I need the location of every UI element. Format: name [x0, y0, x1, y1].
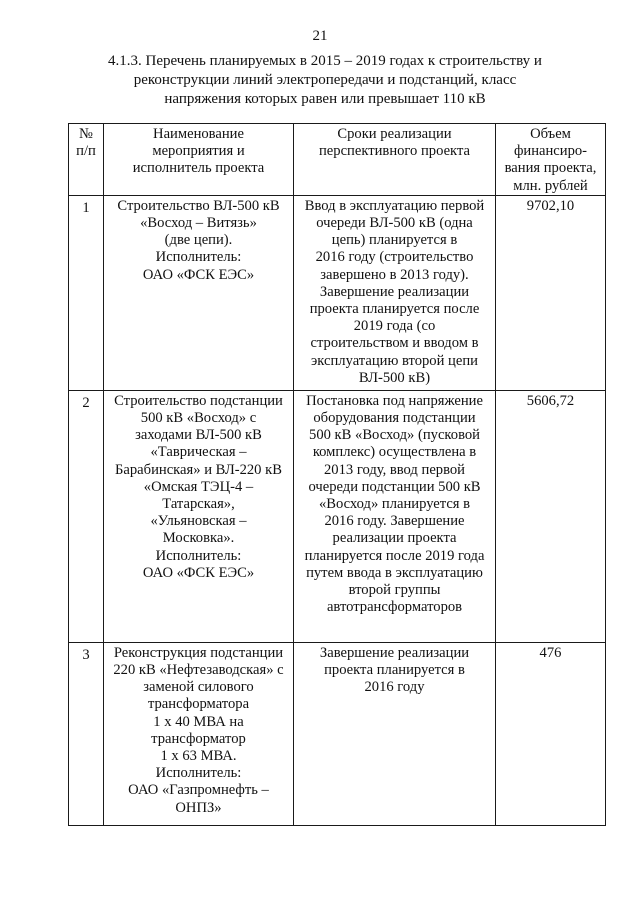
text-line: Завершение реализации [319, 283, 470, 300]
header-line: финансиро- [513, 143, 588, 160]
text-line: комплекс) осуществлена в [312, 444, 477, 461]
project-terms [294, 642, 496, 825]
text-line: заходами ВЛ-500 кВ [135, 427, 262, 444]
text-line: «Таврическая – [150, 444, 247, 461]
header-terms [294, 124, 496, 196]
text-line: очереди ВЛ-500 кВ (одна [316, 215, 473, 232]
header-number [69, 124, 104, 196]
header-line: Наименование [153, 126, 244, 142]
text-line: трансформатора [147, 696, 250, 713]
project-amount: 476 [496, 642, 606, 825]
header-line: Объем [530, 126, 571, 142]
text-line: очереди подстанции 500 кВ [308, 478, 481, 495]
row-number: 2 [69, 390, 104, 642]
text-line: автотрансформаторов [326, 599, 463, 616]
text-line: Московка». [162, 530, 235, 547]
project-name [104, 642, 294, 825]
header-line: вания проекта, [504, 160, 597, 177]
text-line: второй группы [348, 582, 441, 599]
text-line: Ввод в эксплуатацию первой [304, 197, 485, 214]
text-line: реализации проекта [332, 530, 457, 547]
text-line: (две цепи). [164, 232, 233, 249]
text-line: ОАО «ФСК ЕЭС» [142, 266, 255, 283]
text-line: ОАО «Газпромнефть – [128, 782, 269, 799]
text-line: Строительство подстанции [114, 392, 283, 409]
header-line: № [79, 126, 93, 142]
text-line: Татарская», [162, 496, 235, 513]
text-line: проекта планируется в [324, 662, 465, 679]
text-line: проекта планируется после [309, 301, 480, 318]
text-line: планируется после 2019 года [304, 547, 485, 564]
text-line: Реконструкция подстанции [113, 644, 284, 661]
project-name [104, 195, 294, 390]
header-line: млн. рублей [513, 177, 588, 194]
project-terms [294, 390, 496, 642]
text-line: Постановка под напряжение [306, 392, 483, 409]
text-line: Строительство ВЛ-500 кВ [117, 197, 280, 214]
header-line: Сроки реализации [337, 126, 452, 142]
header-line: перспективного проекта [319, 143, 470, 160]
text-line: Барабинская» и ВЛ-220 кВ [115, 461, 282, 478]
text-line: 2016 году (строительство [315, 249, 474, 266]
text-line: ВЛ-500 кВ) [358, 369, 431, 386]
table-header-row [69, 124, 606, 196]
text-line: Завершение реализации [319, 644, 470, 661]
text-line: Исполнитель: [155, 249, 242, 266]
text-line: завершено в 2013 году). [320, 266, 469, 283]
page-number: 21 [312, 28, 328, 44]
project-name [104, 390, 294, 642]
header-line: мероприятия и [152, 143, 245, 160]
text-line: ОАО «ФСК ЕЭС» [142, 564, 255, 581]
text-line: 2013 году, ввод первой [323, 461, 465, 478]
text-line: «Восход – Витязь» [140, 215, 257, 232]
text-line: путем ввода в эксплуатацию [306, 564, 483, 581]
header-line: п/п [76, 143, 96, 160]
header-amount [496, 124, 606, 196]
text-line: 220 кВ «Нефтезаводская» с [113, 662, 284, 679]
text-line: цепь) планируется в [331, 232, 458, 249]
text-line: «Ульяновская – [150, 513, 247, 530]
table-row [69, 390, 606, 642]
text-line: 2019 года (со [353, 318, 436, 335]
text-line: эксплуатацию второй цепи [311, 352, 478, 369]
text-line: 2016 году [364, 679, 425, 696]
text-line: 1 х 40 МВА на [153, 713, 244, 730]
text-line: «Восход» планируется в [318, 496, 471, 513]
text-line: Исполнитель: [155, 765, 242, 782]
text-line: строительством и вводом в [310, 335, 479, 352]
section-heading [95, 52, 555, 109]
row-number: 3 [69, 642, 104, 825]
text-line: ОНПЗ» [175, 799, 222, 816]
table-row [69, 195, 606, 390]
project-amount: 9702,10 [496, 195, 606, 390]
project-terms [294, 195, 496, 390]
text-line: 2016 году. Завершение [324, 513, 465, 530]
table-row [69, 642, 606, 825]
heading-line: напряжения которых равен или превышает 110 кВ [164, 91, 486, 107]
project-amount: 5606,72 [496, 390, 606, 642]
text-line: «Омская ТЭЦ-4 – [143, 478, 254, 495]
text-line: заменой силового [143, 679, 254, 696]
row-number: 1 [69, 195, 104, 390]
text-line: 500 кВ «Восход» с [140, 410, 257, 427]
text-line: 1 х 63 МВА. [160, 748, 237, 765]
text-line: трансформатор [151, 730, 246, 747]
header-name [104, 124, 294, 196]
header-line: исполнитель проекта [132, 160, 265, 177]
text-line: Исполнитель: [155, 547, 242, 564]
text-line: 500 кВ «Восход» (пусковой [309, 427, 480, 444]
heading-line: реконструкции линий электропередачи и подстанций, класс [133, 72, 517, 88]
heading-line: 4.1.3. Перечень планируемых в 2015 – 2019 годах к строительству и [108, 53, 542, 69]
text-line: оборудования подстанции [313, 410, 476, 427]
projects-table [68, 123, 606, 826]
